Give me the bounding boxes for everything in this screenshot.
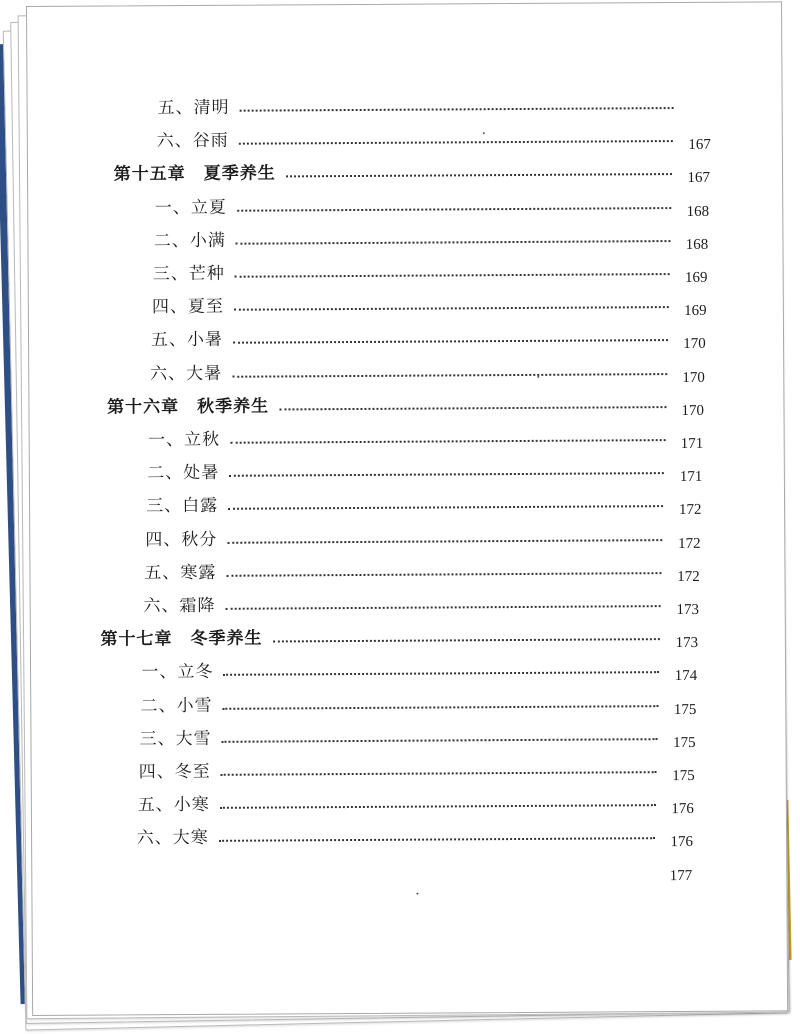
toc-section-entry xyxy=(147,450,703,486)
page-number: 167 xyxy=(688,137,711,154)
page-number: 175 xyxy=(672,734,696,751)
section-title: 四、冬至 xyxy=(138,761,211,783)
section-title: 三、白露 xyxy=(146,496,219,517)
page-number: 171 xyxy=(680,435,704,453)
dot-leader xyxy=(286,172,672,177)
chapter-title: 第十六章 秋季养生 xyxy=(107,396,270,418)
toc-section-entry xyxy=(148,417,704,453)
dot-leader xyxy=(279,405,666,410)
toc-section-entry xyxy=(138,749,695,785)
section-title: 一、立夏 xyxy=(154,197,227,218)
toc-section-entry xyxy=(137,782,694,818)
section-title: 五、小暑 xyxy=(150,330,224,351)
page-number: 173 xyxy=(675,635,699,652)
page-number: 172 xyxy=(678,502,702,519)
toc-section-entry xyxy=(154,184,710,220)
dot-leader xyxy=(239,139,673,145)
dot-leader xyxy=(233,338,668,344)
toc-section-entry xyxy=(151,284,707,320)
section-title: 四、夏至 xyxy=(151,296,224,318)
page-number: 177 xyxy=(669,867,693,884)
toc-section-entry xyxy=(144,550,700,583)
paper-speck xyxy=(537,376,539,378)
dot-leader xyxy=(221,770,657,776)
dot-leader xyxy=(220,803,656,809)
toc-section-entry xyxy=(139,716,695,749)
section-title: 六、大寒 xyxy=(136,828,209,849)
section-title: 三、大雪 xyxy=(139,728,212,750)
section-title: 二、处暑 xyxy=(147,463,220,484)
dot-leader xyxy=(222,737,658,743)
page-number: 168 xyxy=(686,203,710,220)
section-title: 一、立秋 xyxy=(148,429,221,451)
toc-chapter-entry xyxy=(114,151,710,185)
page-number: 174 xyxy=(674,668,698,685)
section-title: 五、寒露 xyxy=(144,562,217,584)
toc-section-entry xyxy=(154,218,709,251)
page-number: 176 xyxy=(671,801,694,818)
page-number: 175 xyxy=(673,701,697,718)
dot-leader xyxy=(225,604,661,610)
dot-leader xyxy=(223,704,659,710)
dot-leader xyxy=(235,272,670,278)
page-number: 169 xyxy=(684,269,708,286)
section-title: 六、谷雨 xyxy=(156,130,229,152)
page-number: 175 xyxy=(672,767,695,785)
toc-section-entry xyxy=(145,516,701,552)
toc-section-entry xyxy=(136,849,692,882)
toc-section-entry xyxy=(156,118,711,154)
section-title: 五、小寒 xyxy=(137,795,210,816)
toc-list xyxy=(27,2,781,884)
toc-chapter-entry xyxy=(107,384,704,418)
paper-speck xyxy=(483,132,485,134)
toc-section-entry xyxy=(158,85,712,118)
dot-leader xyxy=(224,671,660,677)
page-number: 171 xyxy=(679,469,703,486)
dot-leader xyxy=(232,372,667,378)
section-title: 五、清明 xyxy=(157,97,230,119)
page-number: 170 xyxy=(683,336,706,353)
toc-section-entry xyxy=(149,350,705,386)
dot-leader xyxy=(230,438,665,444)
toc-chapter-entry xyxy=(100,616,698,650)
section-title: 六、霜降 xyxy=(143,595,216,617)
toc-section-entry xyxy=(143,583,700,619)
dot-leader xyxy=(240,106,674,112)
section-title: 六、大暑 xyxy=(149,363,223,384)
dot-leader xyxy=(234,305,669,311)
dot-leader xyxy=(272,637,660,642)
page-number: 172 xyxy=(677,568,700,585)
toc-page xyxy=(26,1,788,1016)
dot-leader xyxy=(219,837,655,843)
dot-leader xyxy=(226,571,661,577)
dot-leader xyxy=(227,538,662,544)
page-number: 169 xyxy=(684,303,707,320)
dot-leader xyxy=(237,206,671,212)
page-number: 172 xyxy=(678,535,701,552)
section-title: 四、秋分 xyxy=(145,529,218,550)
section-title: 二、小满 xyxy=(153,230,226,252)
page-number: 170 xyxy=(681,402,705,419)
toc-section-entry xyxy=(153,251,708,284)
toc-section-entry xyxy=(136,815,694,851)
paper-speck xyxy=(416,893,418,895)
section-title: 三、芒种 xyxy=(152,263,225,285)
section-title: 一、立冬 xyxy=(141,662,214,683)
page-number: 167 xyxy=(687,170,710,187)
page-number: 176 xyxy=(670,834,694,851)
toc-section-entry xyxy=(150,317,706,353)
page-number: 173 xyxy=(676,601,700,619)
dot-leader xyxy=(236,239,670,245)
page-number: 168 xyxy=(685,236,709,253)
chapter-title: 第十五章 夏季养生 xyxy=(113,163,276,185)
dot-leader xyxy=(228,505,663,511)
toc-section-entry xyxy=(141,649,698,685)
toc-section-entry xyxy=(146,483,702,519)
section-title: 二、小雪 xyxy=(140,695,213,716)
dot-leader xyxy=(229,471,664,477)
toc-section-entry xyxy=(140,683,696,716)
chapter-title: 第十七章 冬季养生 xyxy=(100,628,263,650)
page-number: 170 xyxy=(682,369,705,386)
